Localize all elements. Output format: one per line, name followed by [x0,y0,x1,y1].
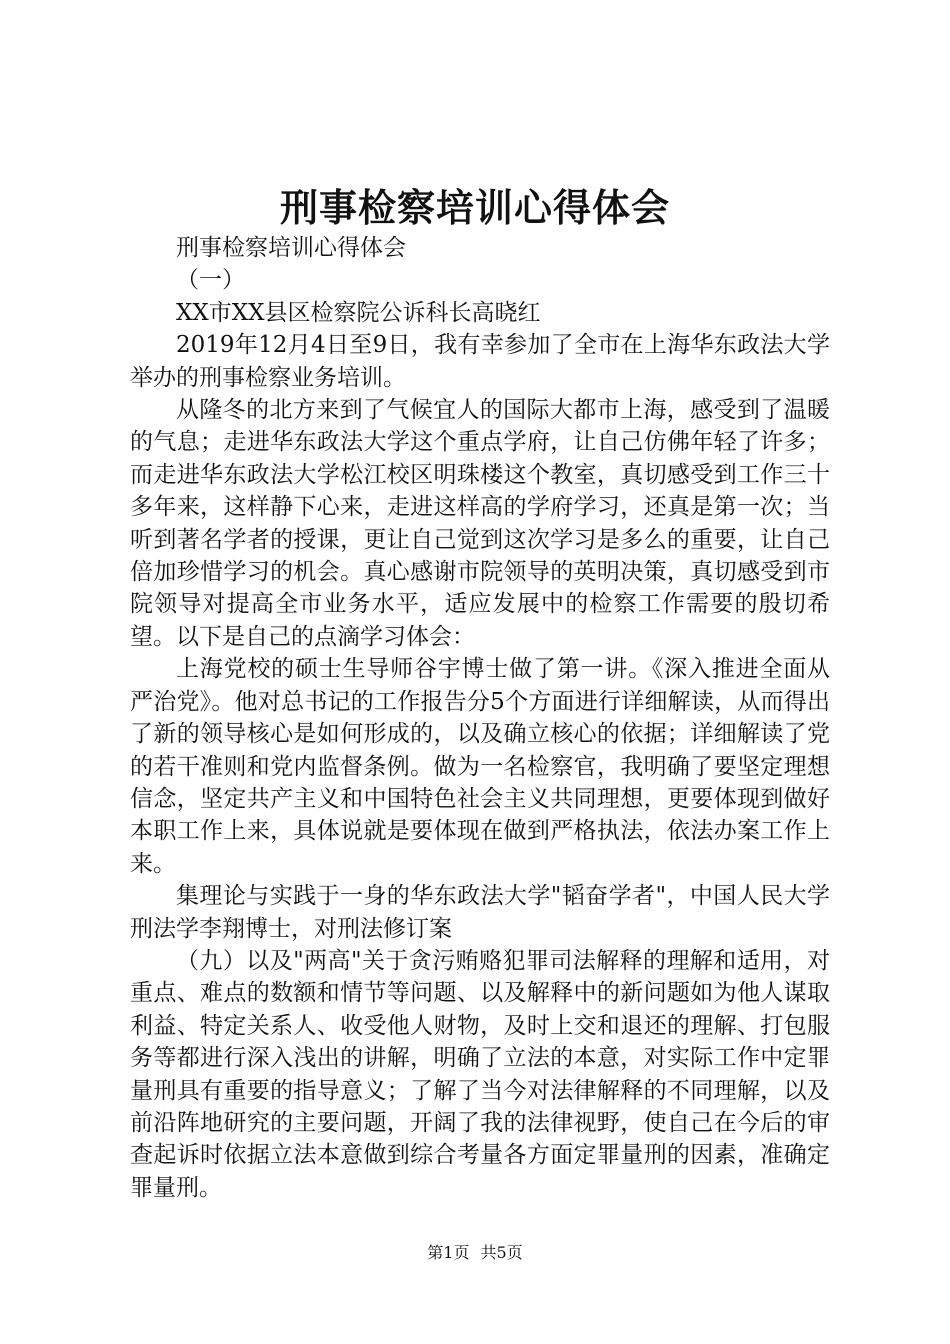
body-paragraph: （九）以及"两高"关于贪污贿赂犯罪司法解释的理解和适用，对重点、难点的数额和情节等问题、以及解释中的新问题如为他人谋取利益、特定关系人、收受他人财物，及时上交和退还的理解、打包服务等都进行深入浅出的讲解，明确了立法的本意，对实际工作中定罪量刑具有重要的指导意义；了解了当今对法律解释的不同理解，以及前沿阵地研究的主要问题，开阔了我的法律视野，使自己在今后的审查起诉时依据立法本意做到综合考量各方面定罪量刑的因素，准确定罪量刑。 [130,947,830,1201]
body-paragraph: 上海党校的硕士生导师谷宇博士做了第一讲。《深入推进全面从严治党》。他对总书记的工作报告分5个方面进行详细解读，从而得出了新的领导核心是如何形成的，以及确立核心的依据；详细解读了党的若干准则和党内监督条例。做为一名检察官，我明确了要坚定理想信念，坚定共产主义和中国特色社会主义共同理想，更要体现到做好本职工作上来，具体说就是要体现在做到严格执法，依法办案工作上来。 [130,656,830,877]
page-number: 第1页 [427,1243,470,1262]
document-title: 刑事检察培训心得体会 [279,185,670,230]
body-paragraph: 从隆冬的北方来到了气候宜人的国际大都市上海，感受到了温暖的气息；走进华东政法大学这个重点学府，让自己仿佛年轻了许多；而走进华东政法大学松江校区明珠楼这个教室，真切感受到工作三十多年来，这样静下心来，走进这样高的学府学习，还真是第一次；当听到著名学者的授课，更让自己觉到这次学习是多么的重要，让自己倍加珍惜学习的机会。真心感谢市院领导的英明决策，真切感受到市院领导对提高全市业务水平，适应发展中的检察工作需要的殷切希望。以下是自己的点滴学习体会： [130,397,830,650]
page-total: 共5页 [480,1243,523,1262]
body-paragraph: 集理论与实践于一身的华东政法大学"韬奋学者"，中国人民大学刑法学李翔博士，对刑法修订案 [130,883,830,942]
document-body [130,232,830,1204]
subtitle-paragraph: 刑事检察培训心得体会 [176,235,406,261]
body-paragraph: 2019年12月4日至9日，我有幸参加了全市在上海华东政法大学举办的刑事检察业务培训。 [130,332,830,391]
section-number-paragraph: （一） [176,267,245,294]
page-footer [0,1243,950,1263]
author-paragraph: XX市XX县区检察院公诉科长高晓红 [176,299,541,326]
